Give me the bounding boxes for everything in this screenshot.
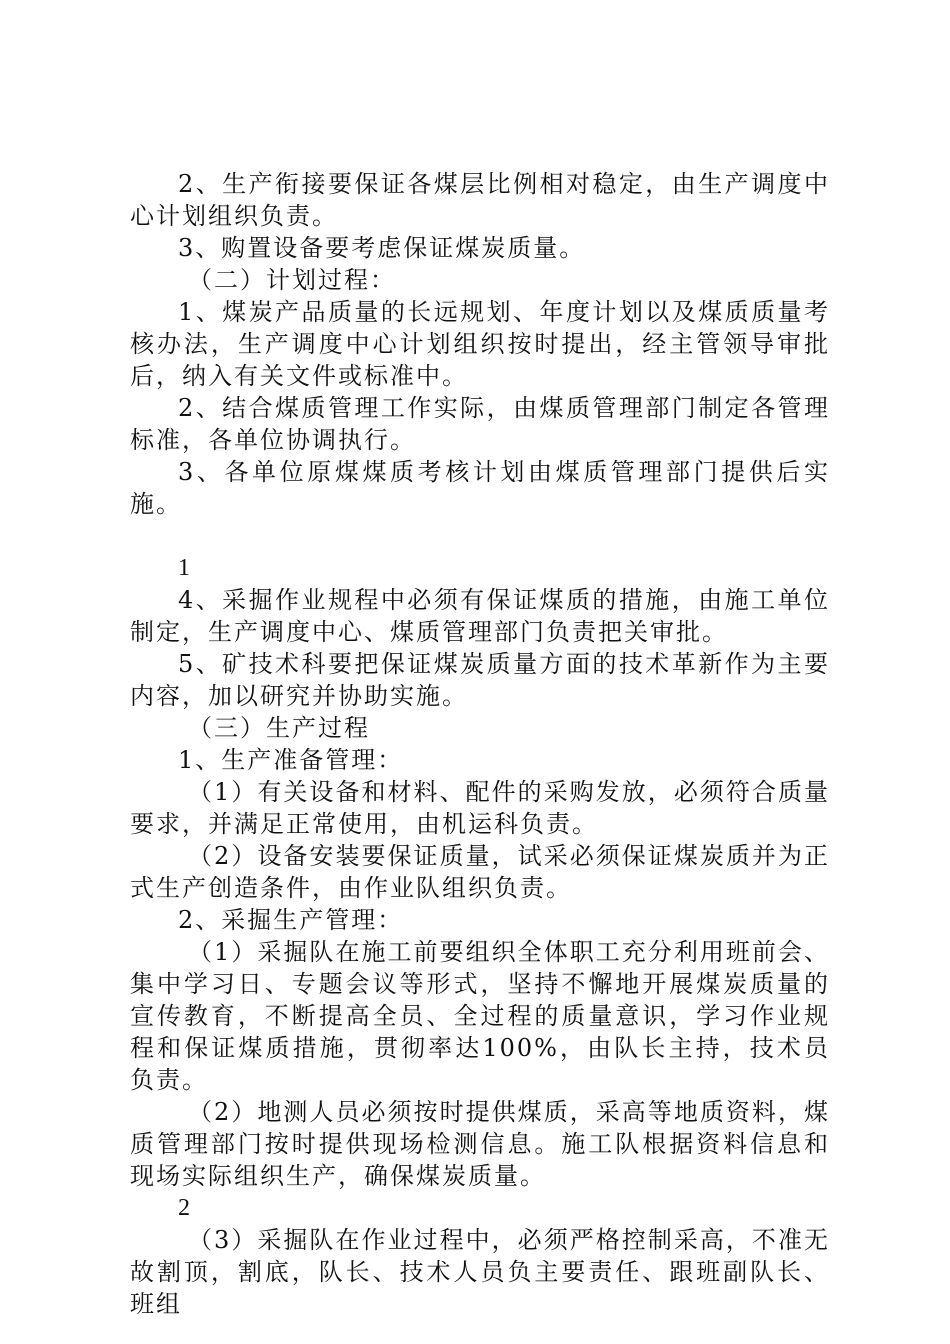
paragraph-assessment-plan: 3、各单位原煤煤质考核计划由煤质管理部门提供后实施。 bbox=[130, 458, 830, 518]
page-break-spacer bbox=[130, 520, 830, 552]
paragraph-long-term-plan: 1、煤炭产品质量的长远规划、年度计划以及煤质质量考核办法，生产调度中心计划组织按时提出，经主管领导审批后，纳入有关文件或标准中。 bbox=[130, 298, 830, 390]
paragraph-procurement: （1）有关设备和材料、配件的采购发放，必须符合质量要求，并满足正常使用，由机运科负责。 bbox=[130, 778, 830, 838]
section-heading-production-process: （三）生产过程 bbox=[188, 714, 370, 742]
paragraph-quality-education: （1）采掘队在施工前要组织全体职工充分利用班前会、集中学习日、专题会议等形式，坚持不懈地开展煤炭质量的宣传教育，不断提高全员、全过程的质量意识，学习作业规程和保证煤质措施，贯彻率达100%，由队长主持，技术员负责。 bbox=[130, 938, 830, 1094]
page-number: 2 bbox=[178, 1195, 192, 1221]
page-number: 1 bbox=[178, 555, 192, 581]
paragraph-management-standards: 2、结合煤质管理工作实际，由煤质管理部门制定各管理标准，各单位协调执行。 bbox=[130, 394, 830, 454]
paragraph-mining-regulations: 4、采掘作业规程中必须有保证煤质的措施，由施工单位制定，生产调度中心、煤质管理部门负责把关审批。 bbox=[130, 586, 830, 646]
paragraph-mining-height-control: （3）采掘队在作业过程中，必须严格控制采高，不准无故割顶，割底，队长、技术人员负主要责任、跟班副队长、班组 bbox=[130, 1226, 830, 1318]
section-heading-planning-process: （二）计划过程： bbox=[188, 266, 396, 294]
paragraph-geological-data: （2）地测人员必须按时提供煤质，采高等地质资料，煤质管理部门按时提供现场检测信息。施工队根据资料信息和现场实际组织生产，确保煤炭质量。 bbox=[130, 1098, 830, 1190]
paragraph-installation: （2）设备安装要保证质量，试采必须保证煤炭质并为正式生产创造条件，由作业队组织负责。 bbox=[130, 842, 830, 902]
subheading-mining-management: 2、采掘生产管理： bbox=[178, 906, 404, 934]
paragraph-production-linkage: 2、生产衔接要保证各煤层比例相对稳定，由生产调度中心计划组织负责。 bbox=[130, 170, 830, 230]
document-body bbox=[130, 168, 830, 1320]
paragraph-technical-innovation: 5、矿技术科要把保证煤炭质量方面的技术革新作为主要内容，加以研究并协助实施。 bbox=[130, 650, 830, 710]
subheading-production-preparation: 1、生产准备管理： bbox=[178, 746, 404, 774]
paragraph-equipment-purchase: 3、购置设备要考虑保证煤炭质量。 bbox=[178, 234, 586, 262]
